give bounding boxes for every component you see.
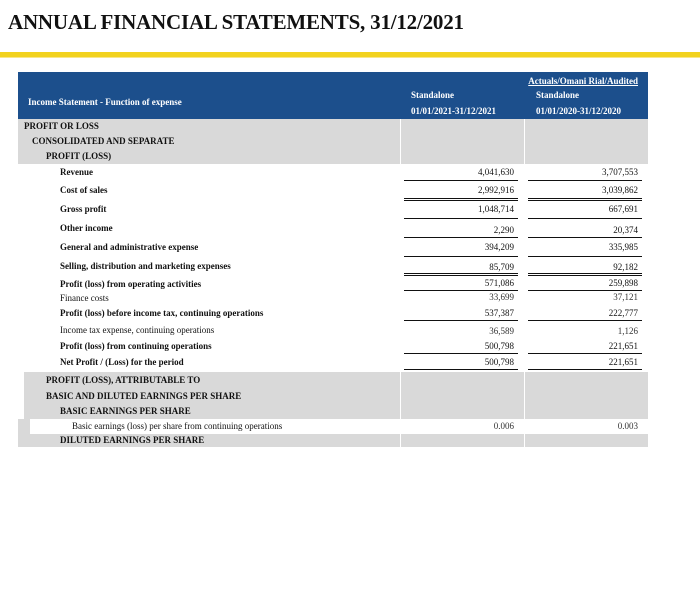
section-basic-diluted: BASIC AND DILUTED EARNINGS PER SHARE bbox=[46, 391, 242, 401]
rule bbox=[404, 180, 518, 181]
finance-costs-2021: 33,699 bbox=[489, 292, 514, 302]
rule bbox=[528, 353, 642, 354]
continuing-profit-2021: 500,798 bbox=[484, 341, 514, 351]
rule bbox=[528, 237, 642, 238]
continuing-profit-2020: 221,651 bbox=[608, 341, 638, 351]
title-divider-shadow bbox=[0, 57, 700, 58]
gross-profit-2020: 667,691 bbox=[608, 204, 638, 214]
section-profit-or-loss: PROFIT OR LOSS bbox=[24, 121, 99, 131]
rule bbox=[404, 273, 518, 274]
table-header bbox=[18, 72, 648, 119]
income-tax-2021: 36,589 bbox=[489, 326, 514, 336]
col-sep-top-1 bbox=[400, 119, 401, 164]
row-label-header bbox=[18, 72, 401, 119]
row-label-header-text: Income Statement - Function of expense bbox=[28, 97, 182, 107]
rule bbox=[528, 273, 642, 274]
rule bbox=[404, 237, 518, 238]
section-basic-eps: BASIC EARNINGS PER SHARE bbox=[60, 406, 191, 416]
cost-of-sales-2020: 3,039,862 bbox=[602, 185, 638, 195]
profit-before-tax-2021: 537,387 bbox=[484, 308, 514, 318]
section-attributable: PROFIT (LOSS), ATTRIBUTABLE TO bbox=[46, 375, 201, 385]
rule bbox=[528, 180, 642, 181]
row-label-net-profit: Net Profit / (Loss) for the period bbox=[60, 357, 184, 367]
selling-distribution-2021: 85,709 bbox=[489, 262, 514, 272]
row-label-finance-costs: Finance costs bbox=[60, 293, 109, 303]
row-label-gross-profit: Gross profit bbox=[60, 204, 107, 214]
rule bbox=[404, 320, 518, 321]
rule bbox=[528, 290, 642, 291]
other-income-2021: 2,290 bbox=[493, 225, 514, 235]
section-diluted-eps: DILUTED EARNINGS PER SHARE bbox=[60, 435, 205, 445]
basic-eps-2021: 0.006 bbox=[493, 421, 514, 431]
rule bbox=[404, 353, 518, 354]
net-profit-2020: 221,651 bbox=[608, 357, 638, 367]
rule bbox=[528, 369, 642, 370]
rule bbox=[404, 369, 518, 370]
revenue-2021: 4,041,630 bbox=[478, 167, 514, 177]
col-2020-period: 01/01/2020-31/12/2020 bbox=[536, 106, 621, 116]
rule bbox=[404, 198, 518, 199]
rule bbox=[404, 256, 518, 257]
rule bbox=[528, 320, 642, 321]
section-consolidated: CONSOLIDATED AND SEPARATE bbox=[32, 136, 175, 146]
revenue-2020: 3,707,553 bbox=[602, 167, 638, 177]
col-2021-type: Standalone bbox=[411, 90, 455, 100]
rule bbox=[528, 275, 642, 276]
rule bbox=[404, 200, 518, 201]
operating-profit-2020: 259,898 bbox=[608, 278, 638, 288]
rule bbox=[528, 256, 642, 257]
income-tax-2020: 1,126 bbox=[617, 326, 638, 336]
rule bbox=[404, 218, 518, 219]
rule bbox=[404, 290, 518, 291]
row-label-income-tax: Income tax expense, continuing operations bbox=[60, 325, 215, 335]
row-label-operating-profit: Profit (loss) from operating activities bbox=[60, 279, 202, 289]
row-label-cost-of-sales: Cost of sales bbox=[60, 185, 108, 195]
rule bbox=[528, 200, 642, 201]
profit-before-tax-2020: 222,777 bbox=[608, 308, 638, 318]
col-sep-bottom-2 bbox=[524, 372, 525, 447]
selling-distribution-2020: 92,182 bbox=[613, 262, 638, 272]
operating-profit-2021: 571,086 bbox=[484, 278, 514, 288]
cost-of-sales-2021: 2,992,916 bbox=[478, 185, 514, 195]
col-sep-top-2 bbox=[524, 119, 525, 164]
finance-costs-2020: 37,121 bbox=[613, 292, 638, 302]
gross-profit-2021: 1,048,714 bbox=[478, 204, 514, 214]
row-label-profit-before-tax: Profit (loss) before income tax, continuing operations bbox=[60, 308, 264, 318]
general-admin-2021: 394,209 bbox=[484, 242, 514, 252]
row-label-revenue: Revenue bbox=[60, 167, 93, 177]
row-label-other-income: Other income bbox=[60, 223, 113, 233]
row-label-basic-eps: Basic earnings (loss) per share from continuing operations bbox=[72, 421, 283, 431]
col-2021-period: 01/01/2021-31/12/2021 bbox=[411, 106, 496, 116]
section-profit-loss: PROFIT (LOSS) bbox=[46, 151, 112, 161]
row-label-general-admin: General and administrative expense bbox=[60, 242, 199, 252]
rule bbox=[528, 198, 642, 199]
row-label-selling-distribution: Selling, distribution and marketing expenses bbox=[60, 261, 231, 271]
actuals-caption: Actuals/Omani Rial/Audited bbox=[528, 76, 638, 86]
rule bbox=[404, 275, 518, 276]
col-2020-type: Standalone bbox=[536, 90, 580, 100]
page-title: ANNUAL FINANCIAL STATEMENTS, 31/12/2021 bbox=[8, 10, 464, 34]
col-sep-bottom-1 bbox=[400, 372, 401, 447]
general-admin-2020: 335,985 bbox=[608, 242, 638, 252]
row-label-continuing-profit: Profit (loss) from continuing operations bbox=[60, 341, 212, 351]
other-income-2020: 20,374 bbox=[613, 225, 638, 235]
rule bbox=[528, 218, 642, 219]
indent-gap bbox=[18, 372, 24, 419]
basic-eps-2020: 0.003 bbox=[617, 421, 638, 431]
net-profit-2021: 500,798 bbox=[484, 357, 514, 367]
